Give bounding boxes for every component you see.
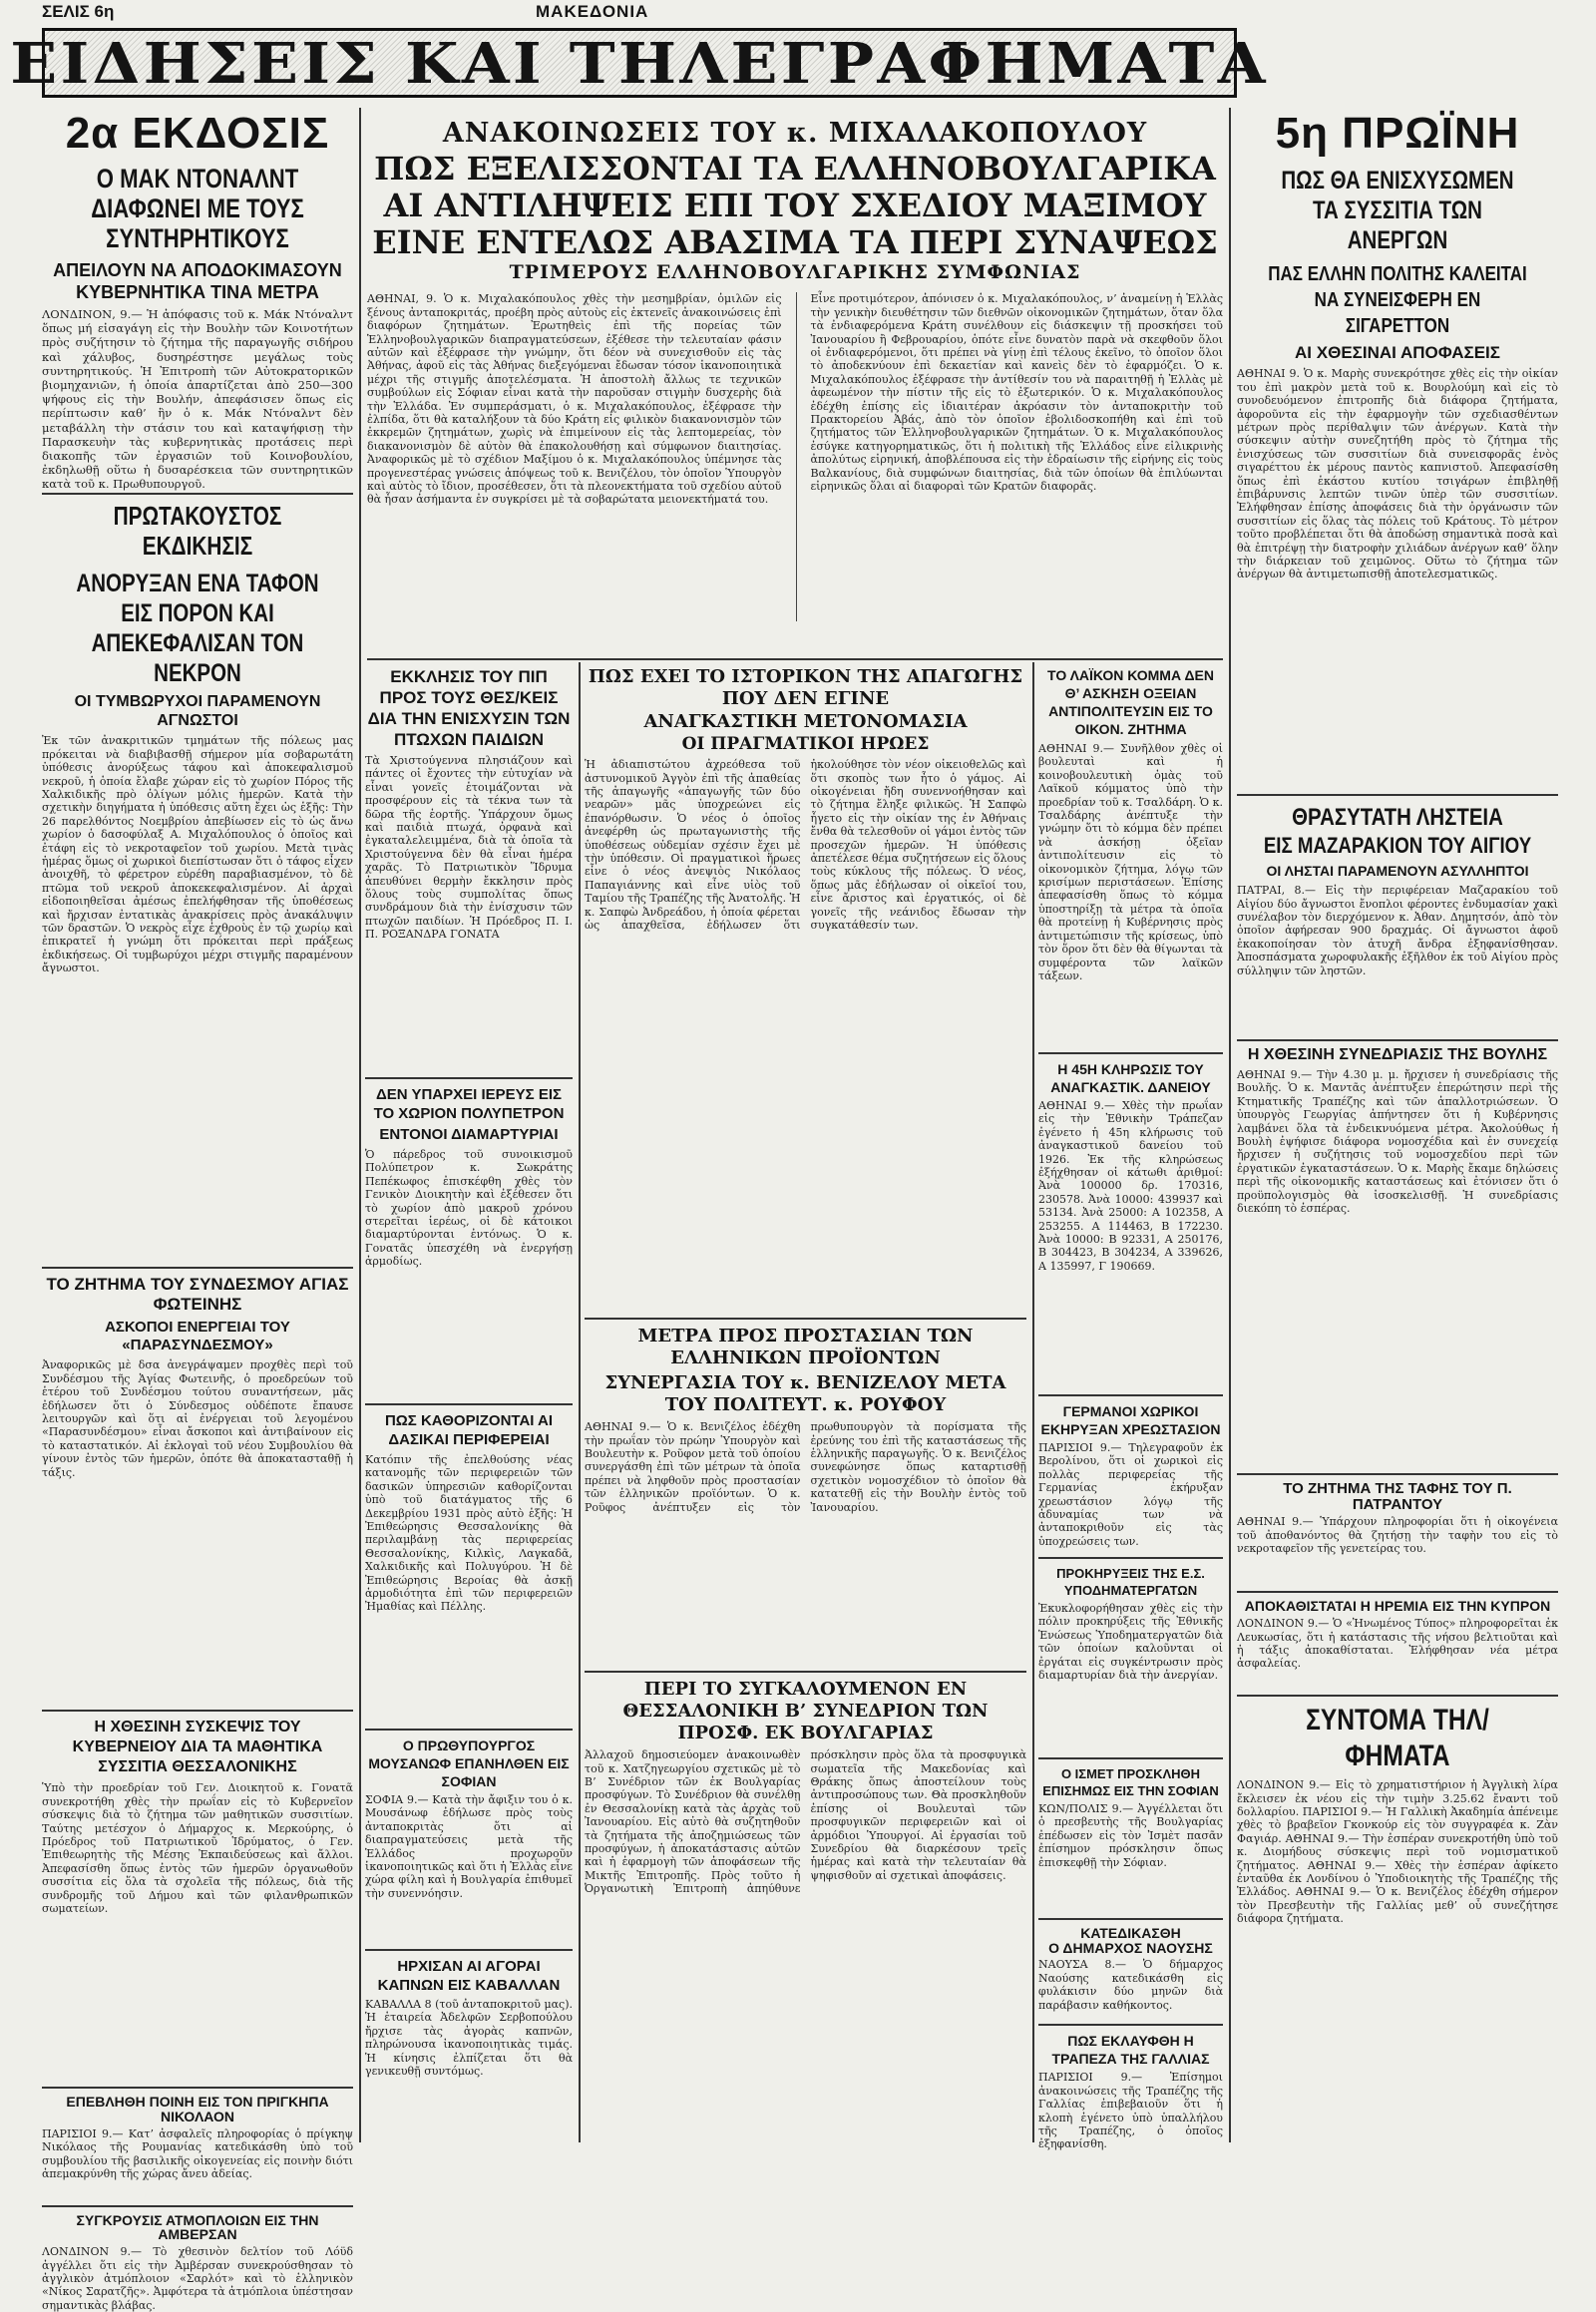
article-body: Ὑπὸ τὴν προεδρίαν τοῦ Γεν. Διοικητοῦ κ. Γονατᾶ συνεκροτήθη χθὲς τὴν πρωΐαν εἰς τὸ Κυβερνεῖον σύσκεψις διὰ τὸ ζήτημα τῶν μαθητικῶν συσσιτίων. Ταύτης μετέσχον ὁ Δήμαρχος κ. Μερκούρης, ὁ Πρόεδρος τοῦ Πατριωτικοῦ Ἱδρύματος, ὁ Γεν. Ἐπιθεωρητὴς τῆς Μέσης Ἐκπαιδεύσεως καὶ ἄλλοι. Ἀπεφασίσθη ὅπως ἐντὸς τῶν ἡμερῶν ὀργανωθοῦν συσσίτια εἰς ὅλα τὰ σχολεῖα τῆς πόλεως, διὰ τῆς συνδρομῆς τοῦ Δήμου καὶ τῶν φιλανθρωπικῶν σωματείων. xyxy=(42,1781,353,1916)
article-headline: ΤΟ ΖΗΤΗΜΑ ΤΗΣ ΤΑΦΗΣ ΤΟΥ Π. ΠΑΤΡΑΝΤΟΥ xyxy=(1283,1479,1512,1513)
article-kicker: ΚΑΤΕΔΙΚΑΣΘΗ xyxy=(1080,1925,1181,1941)
right-column xyxy=(1237,110,1558,2144)
article-body: ΑΘΗΝΑΙ 9. Ὁ κ. Μαρὴς συνεκρότησε χθὲς εἰς τὴν οἰκίαν του ἐπὶ μακρὸν μετὰ τοῦ κ. Βουρλούμη καὶ εἰς τὸ συνοδευόμενον ἐπιτροπῆς διὰ διάφορα ζητήματα, ἀφοροῦντα εἰς τὴν ἐφαρμογὴν τῶν σχεδιασθέντων μέτρων πρὸς περίθαλψιν τῶν ἀνέργων. Κατὰ τὴν σύσκεψιν αὐτὴν συνεζητήθη πρὸς τὸ ζήτημα τῆς ἐνισχύσεως τῶν συσσιτίων διὰ συνεισφορᾶς ἑνὸς σιγαρέττου ἐκ μέρους παντὸς καπνιστοῦ. Ἀπεφασίσθη ὅπως ἐπὶ ἑκάστου κυτίου τσιγάρων ἐπιβληθῇ ἐπιβάρυνσις λεπτῶν τινῶν ὑπὲρ τῶν συσσιτίων. Ἐλήφθησαν ἐπίσης ἀποφάσεις διὰ τὴν ὀργάνωσιν τῶν συσσιτίων εἰς ὅλας τὰς πόλεις τοῦ Κράτους. Τὸ μέτρον τοῦτο προβλέπεται ὅτι θὰ ἀποδώσῃ σημαντικὰ ποσὰ καὶ θὰ ἐπιτρέψῃ τὴν διατροφὴν χιλιάδων ἀνέργων καθ’ ὅλην τὴν διάρκειαν τοῦ χειμῶνος. Οὕτω τὸ ζήτημα τῶν ἀνέργων θὰ ἀντιμετωπισθῇ ἀποτελεσματικῶς. xyxy=(1237,367,1558,581)
article-kicker: ΜΕΤΡΑ ΠΡΟΣ ΠΡΟΣΤΑΣΙΑΝ ΤΩΝ ΕΛΛΗΝΙΚΩΝ ΠΡΟΪΟΝΤΩΝ xyxy=(637,1326,974,1369)
section-banner xyxy=(10,28,1269,98)
article-headline: ΕΙΣ ΜΑΖΑΡΑΚΙΟΝ ΤΟΥ ΑΙΓΙΟΥ xyxy=(1263,833,1532,859)
article-divider xyxy=(1038,1052,1223,1054)
article-headline: Ο ΜΑΚ ΝΤΟΝΑΛΝΤ ΔΙΑΦΩΝΕΙ ΜΕ ΤΟΥΣ ΣΥΝΤΗΡΗΤΙΚΟΥΣ xyxy=(91,164,304,253)
article-body: ΑΘΗΝΑΙ 9.— Ὑπάρχουν πληροφορίαι ὅτι ἡ οἰκογένεια τοῦ ἀποθανόντος θὰ ζητήσῃ τὴν ταφὴν του εἰς τὸ νεκροταφεῖον τῆς γενετείρας του. xyxy=(1237,1515,1558,1556)
page-header xyxy=(42,0,1239,26)
edition-label: 2α ΕΚΔΟΣΙΣ xyxy=(65,109,330,158)
article-divider xyxy=(1237,1039,1558,1041)
article-headline: Η ΧΘΕΣΙΝΗ ΣΥΝΕΔΡΙΑΣΙΣ ΤΗΣ ΒΟΥΛΗΣ xyxy=(1247,1046,1548,1064)
article-subheadline: ΑΣΚΟΠΟΙ ΕΝΕΡΓΕΙΑΙ ΤΟΥ «ΠΑΡΑΣΥΝΔΕΣΜΟΥ» xyxy=(105,1319,290,1354)
article-body: Ἡ ἀδιαπιστώτου ἀχρεόθεσα τοῦ ἀστυνομικοῦ Ἀγγὸν ἐπὶ τῆς ἀπαθείας τῆς ἀπαγωγῆς «ἀπαγωγῆς τῶν δύο νεαρῶν» μᾶς ὑποχρεώνει εἰς ἐπανόρθωσιν. Ὁ νέος ὁ ὁποῖος ἀνεφέρθη ὡς πρωταγωνιστὴς τῆς ὑποθέσεως οὐδεμίαν σχέσιν ἔχει μὲ τὴν ὑπόθεσιν. Οἱ πραγματικοὶ ἥρωες εἶνε ὁ νέος ἀνεψιὸς Νικόλαος Παπαγιάννης καὶ εἶνε υἱὸς τοῦ Ταμίου τῆς Τραπέζης τῆς Ἀνατολῆς. Ἡ κ. Σαπφὼ Ἀνδρεάδου, ἡ ὁποία φέρεται ὡς ἀπαχθεῖσα, ἐδήλωσεν ὅτι ἠκολούθησε τὸν νέον οἰκειοθελῶς καὶ ὅτι σκοπὸς των ἦτο ὁ γάμος. Αἱ οἰκογένειαι ἤδη συνεννοήθησαν καὶ τὸ ζήτημα ἔληξε φιλικῶς. Ἡ Σαπφὼ ἦγετο εἰς τὴν οἰκίαν της ἐν Ἀθήναις ἔνθα θὰ τελεσθοῦν οἱ γάμοι ἐντὸς τῶν προσεχῶν ἡμερῶν. Ἡ ὑπόθεσις ἀπετέλεσε θέμα συζητήσεων εἰς ὅλους τοὺς κύκλους τῆς πόλεως. Ὁ νέος, ὅπως μᾶς ἐδήλωσαν οἱ οἰκεῖοί του, εἶνε ἄριστος καὶ ἐργατικός, οἱ δὲ γονεῖς τῆς νεάνιδος ἔδωσαν τὴν συγκατάθεσίν των. xyxy=(585,758,1026,933)
article-body: ΑΘΗΝΑΙ 9.— Συνῆλθον χθὲς οἱ βουλευταὶ καὶ ἡ κοινοβουλευτικὴ ὁμὰς τοῦ Λαϊκοῦ κόμματος ὑπὸ τὴν προεδρίαν τοῦ κ. Τσαλδάρη. Ὁ κ. Τσαλδάρης ἀνέπτυξε τὴν γνώμην ὅτι τὸ κόμμα δὲν πρέπει νὰ ἀσκήσῃ ὀξεῖαν ἀντιπολίτευσιν εἰς τὸ οἰκονομικὸν ζήτημα, λόγῳ τῶν κρισίμων περιστάσεων. Ἐπίσης ἀπεφασίσθη ὅπως τὸ κόμμα ὑποστηρίξῃ τὰ μέτρα τὰ ὁποῖα θὰ προτείνῃ ἡ Κυβέρνησις πρὸς ἀντιμετώπισιν τῆς κρίσεως, ὑπὸ τὸν ὅρον ὅτι δὲν θὰ θίγωνται τὰ συμφέροντα τῶν λαϊκῶν τάξεων. xyxy=(1038,742,1223,982)
article-subheadline: ΑΠΕΙΛΟΥΝ ΝΑ ΑΠΟΔΟΚΙΜΑΣΟΥΝ ΚΥΒΕΡΝΗΤΙΚΑ ΤΙΝΑ ΜΕΤΡΑ xyxy=(53,260,342,302)
article-headline: Η 45Η ΚΛΗΡΩΣΙΣ ΤΟΥ ΑΝΑΓΚΑΣΤΙΚ. ΔΑΝΕΙΟΥ xyxy=(1050,1061,1211,1095)
column-divider xyxy=(579,662,581,2142)
article-kicker: ΠΡΩΤΑΚΟΥΣΤΟΣ ΕΚΔΙΚΗΣΙΣ xyxy=(113,501,282,561)
article-body: Ἀλλαχοῦ δημοσιεύομεν ἀνακοινωθὲν τοῦ κ. Χατζηγεωργίου σχετικῶς μὲ τὸ Β’ Συνέδριον τῶν ἐκ Βουλγαρίας προσφύγων. Τὸ Συνέδριον θὰ συνέλθῃ ἐν Θεσσαλονίκῃ κατὰ τὰς ἀρχὰς τοῦ Ἰανουαρίου. Εἰς αὐτὸ θὰ συζητηθοῦν τὰ ζητήματα τῆς ἀποζημιώσεως τῶν προσφύγων, ἡ ἀποκατάστασις αὐτῶν καὶ ἡ ἐφαρμογὴ τῶν ἀποφάσεων τῆς Μικτῆς Ἐπιτροπῆς. Πρὸς τοῦτο ἡ Ὀργανωτικὴ Ἐπιτροπὴ ἀπηύθυνε πρόσκλησιν πρὸς ὅλα τὰ προσφυγικὰ σωματεῖα τῆς Μακεδονίας καὶ Θράκης ὅπως ἀποστείλουν τοὺς ἀντιπροσώπους των. Θὰ προσκληθοῦν ἐπίσης οἱ Βουλευταὶ τῶν προσφυγικῶν περιφερειῶν καὶ οἱ ἀρμόδιοι Ὑπουργοί. Αἱ ἐργασίαι τοῦ Συνεδρίου θὰ διαρκέσουν τρεῖς ἡμέρας καὶ κατὰ τὴν τελευταίαν θὰ ψηφισθοῦν αἱ σχετικαὶ ἀποφάσεις. xyxy=(585,1748,1026,1896)
left-column xyxy=(42,109,353,2312)
article-divider xyxy=(365,1077,573,1079)
article-headline: ΑΠΟΚΑΘΙΣΤΑΤΑΙ Η ΗΡΕΜΙΑ ΕΙΣ ΤΗΝ ΚΥΠΡΟΝ xyxy=(1244,1598,1551,1615)
section-divider xyxy=(367,658,1223,660)
article-kicker: ΘΡΑΣΥΤΑΤΗ ΛΗΣΤΕΙΑ xyxy=(1292,804,1503,832)
article-headline: ΠΩΣ ΘΑ ΕΝΙΣΧΥΣΩΜΕΝ ΤΑ ΣΥΣΣΙΤΙΑ ΤΩΝ ΑΝΕΡΓΩΝ xyxy=(1281,167,1514,254)
article-headline: ΠΕΡΙ ΤΟ ΣΥΓΚΑΛΟΥΜΕΝΟΝ ΕΝ ΘΕΣΣΑΛΟΝΙΚΗ Β’ ΣΥΝΕΔΡΙΟΝ ΤΩΝ ΠΡΟΣΦ. ΕΚ ΒΟΥΛΓΑΡΙΑΣ xyxy=(622,1679,989,1744)
page-number: ΣΕΛΙΣ 6η xyxy=(42,2,115,21)
column-divider xyxy=(1229,108,1231,2142)
article-divider xyxy=(365,1403,573,1405)
article-body: ΠΑΡΙΣΙΟΙ 9.— Ἐπίσημοι ἀνακοινώσεις τῆς Τραπέζης τῆς Γαλλίας ἐπιβεβαιοῦν ὅτι ἡ κλοπὴ ἐγένετο ὑπὸ ὑπαλλήλου τῆς Τραπέζης, ὁ ὁποῖος ἐξηφανίσθη. xyxy=(1038,2071,1223,2151)
article-body: ΑΘΗΝΑΙ 9.— Ὁ κ. Βενιζέλος ἐδέχθη τὴν πρωΐαν τὸν πρώην Ὑπουργὸν καὶ Βουλευτὴν κ. Ροῦφον μετὰ τοῦ ὁποίου συνεργάσθη ἐπὶ τῶν μέτρων τὰ ὁποῖα πρέπει νὰ ληφθοῦν πρὸς προστασίαν τῶν ἑλληνικῶν προϊόντων. Ὁ κ. Ροῦφος ἀνέπτυξεν εἰς τὸν πρωθυπουργὸν τὰ πορίσματα τῆς ἐρεύνης του ἐπὶ τῆς καταστάσεως τῆς ἑλληνικῆς παραγωγῆς. Ὁ κ. Βενιζέλος συνεφώνησε ὅπως καταρτισθῇ σχετικὸν νομοσχέδιον τὸ ὁποῖον θὰ κατατεθῇ εἰς τὴν Βουλὴν ἐντὸς τοῦ Ἰανουαρίου. xyxy=(585,1420,1026,1514)
article-headline: ΑΝΑΓΚΑΣΤΙΚΗ ΜΕΤΟΝΟΜΑΣΙΑ xyxy=(643,711,968,732)
article-headline: ΕΚΚΛΗΣΙΣ ΤΟΥ ΠΙΠ ΠΡΟΣ ΤΟΥΣ ΘΕΣ/ΚΕΙΣ ΔΙΑ ΤΗΝ ΕΝΙΣΧΥΣΙΝ ΤΩΝ ΠΤΩΧΩΝ ΠΑΙΔΙΩΝ xyxy=(367,667,571,749)
lead-story xyxy=(367,118,1223,656)
section-banner-title: ΕΙΔΗΣΕΙΣ ΚΑΙ ΤΗΛΕΓΡΑΦΗΜΑΤΑ xyxy=(10,31,1269,97)
center-main-column xyxy=(585,666,1026,2142)
article-headline: ΣΥΓΚΡΟΥΣΙΣ ΑΤΜΟΠΛΟΙΩΝ ΕΙΣ ΤΗΝ ΑΜΒΕΡΣΑΝ xyxy=(76,2211,319,2243)
article-body: ΠΑΡΙΣΙΟΙ 9.— Τηλεγραφοῦν ἐκ Βερολίνου, ὅτι οἱ χωρικοὶ εἰς πολλὰς περιφερείας τῆς Γερμανίας ἐκήρυξαν χρεωστάσιον λόγῳ τῆς ἀδυναμίας των νὰ ἀνταποκριθοῦν εἰς τὰς ὑποχρεώσεις των. xyxy=(1038,1441,1223,1548)
article-divider xyxy=(1237,794,1558,796)
article-body: Ἐκυκλοφορήθησαν χθὲς εἰς τὴν πόλιν προκηρύξεις τῆς Ἐθνικῆς Ἑνώσεως Ὑποδηματεργατῶν διὰ τῶν ὁποίων καλοῦνται οἱ ἐργάται εἰς συγκέντρωσιν πρὸς διαμαρτυρίαν διὰ τὴν ἀνεργίαν. xyxy=(1038,1602,1223,1683)
article-body: ΚΑΒΑΛΛΑ 8 (τοῦ ἀνταποκριτοῦ μας). Ἡ ἑταιρεία Ἀδελφῶν Σερβοπούλου ἤρχισε τὰς ἀγορὰς καπνῶν, πληρώνουσα ἱκανοποιητικὰς τιμάς. Ἡ κίνησις ἐλπίζεται ὅτι θὰ γενικευθῇ συντόμως. xyxy=(365,1998,573,2079)
article-subheadline: ΟΙ ΤΥΜΒΩΡΥΧΟΙ ΠΑΡΑΜΕΝΟΥΝ ΑΓΝΩΣΤΟΙ xyxy=(74,693,321,730)
article-body: ΠΑΡΙΣΙΟΙ 9.— Κατ’ ἀσφαλεῖς πληροφορίας ὁ πρίγκηψ Νικόλαος τῆς Ρουμανίας κατεδικάσθη ὑπὸ τοῦ συμβουλίου τῆς βασιλικῆς οἰκογενείας εἰς ποινὴν διότι ἀπεμακρύνθη τῆς χώρας ἄνευ ἀδείας. xyxy=(42,2126,353,2180)
lead-headline-line-1: ΠΩΣ ΕΞΕΛΙΣΣΟΝΤΑΙ ΤΑ ΕΛΛΗΝΟΒΟΥΛΓΑΡΙΚΑ xyxy=(374,150,1216,189)
article-headline: ΠΩΣ ΚΑΘΟΡΙΖΟΝΤΑΙ ΑΙ ΔΑΣΙΚΑΙ ΠΕΡΙΦΕΡΕΙΑΙ xyxy=(384,1412,554,1448)
article-divider xyxy=(42,1710,353,1712)
article-headline: ΠΡΟΚΗΡΥΞΕΙΣ ΤΗΣ Ε.Σ. ΥΠΟΔΗΜΑΤΕΡΓΑΤΩΝ xyxy=(1056,1566,1205,1598)
article-headline: Ο ΔΗΜΑΡΧΟΣ ΝΑΟΥΣΗΣ xyxy=(1048,1939,1213,1956)
article-headline: Ο ΙΣΜΕΤ ΠΡΟΣΚΛΗΘΗ ΕΠΙΣΗΜΩΣ ΕΙΣ ΤΗΝ ΣΟΦΙΑΝ xyxy=(1042,1766,1219,1798)
lead-headline-line-3: ΕΙΝΕ ΕΝΤΕΛΩΣ ΑΒΑΣΙΜΑ ΤΑ ΠΕΡΙ ΣΥΝΑΨΕΩΣ xyxy=(372,222,1218,261)
article-body: ΑΘΗΝΑΙ 9.— Τὴν 4.30 μ. μ. ἤρχισεν ἡ συνεδρίασις τῆς Βουλῆς. Ὁ κ. Μαντᾶς ἀνέπτυξεν ἐπερώτησιν περὶ τῆς Κτηματικῆς Τραπέζης καὶ τῶν ἀπαλλοτριώσεων. Ὁ ὑπουργὸς Γεωργίας ἀπήντησεν ὅτι ἡ Κυβέρνησις λαμβάνει ὅλα τὰ ἐνδεικνυόμενα μέτρα. Ἀκολούθως ἡ Βουλὴ ἐψήφισε διάφορα νομοσχέδια καὶ ἐν συνεχείᾳ ἤρχισεν ἡ συζήτησις τοῦ νομοσχεδίου περὶ τῶν ἐργατικῶν ἐγκαταστάσεων. Ὁ κ. Μαρὴς ἔκαμε δηλώσεις περὶ τῆς οἰκονομικῆς καταστάσεως καὶ ἐτόνισεν ὅτι ὁ προϋπολογισμὸς θὰ ἰσοσκελισθῇ. Ἡ συνεδρίασις διεκόπη τὸ ἑσπέρας. xyxy=(1237,1067,1558,1216)
article-headline: ΓΕΡΜΑΝΟΙ ΧΩΡΙΚΟΙ ΕΚΗΡΥΞΑΝ ΧΡΕΩΣΤΑΣΙΟΝ xyxy=(1040,1403,1221,1437)
article-divider xyxy=(42,2205,353,2207)
article-divider xyxy=(42,1267,353,1269)
lead-body-column-1: ΑΘΗΝΑΙ, 9. Ὁ κ. Μιχαλακόπουλος χθὲς τὴν μεσημβρίαν, ὁμιλῶν εἰς ξένους ἀνταποκριτάς, προέβη πρὸς αὐτοὺς εἰς ἐκτενεῖς ἀνακοινώσεις ἐπὶ διαφόρων ζητημάτων. Ἐρωτηθεὶς ἐπὶ τῆς πορείας τῶν Ἑλληνοβουλγαρικῶν διαπραγματεύσεων, ἐξέθεσε τὴν τελευταίαν φάσιν αὐτῶν καὶ ἐξέφρασε τὴν γνώμην, ὅτι δέον νὰ συνεχισθοῦν εἰς τὰς Ἀθήνας, ἀφοῦ εἰς τὰς Ἀθήνας διεξεγόμεναι ἔδωσαν τόσον ἱκανοποιητικὰ μέχρι τῆς στιγμῆς ἀποτελέσματα. Ἡ ἀποστολὴ ἄλλως τε τεχνικῶν συμβούλων εἰς Σόφιαν εἶναι κατὰ τὴν παροῦσαν στιγμὴν δυσχερὴς διὰ τὴν Ἑλλάδα. Ἐν συμπεράσματι, ὁ κ. Μιχαλακόπουλος, ἐξέφρασε τὴν ἐλπίδα, ὅτι θὰ καταλήξουν τὰ δύο Κράτη εἰς φιλικὸν διακανονισμὸν τῶν ἐκκρεμῶν ζητημάτων, χωρὶς νὰ ἐπιμείνουν εἰς τὰς λεπτομερείας, τὸν διακανονισμὸν δὲ αὐτὸν θὰ ἐπακολουθήσῃ καὶ σύμφωνον διαιτησίας. Ἀναφορικῶς μὲ τὸ σχέδιον Μαξίμου ὁ κ. Μιχαλακόπουλος ὑπέμνησε τὰς προγενεστέρας γνώσεις ἀπόψεως τοῦ κ. Βενιζέλου, τὸν ὁποῖον Ὑπουργὸν καὶ αὐτὸς τὸ ἴδιον, προσέθεσεν, ὅτι τὰ πλεονεκτήματα τοῦ σχεδίου αὐτοῦ θὰ ἦσαν ἀσήμαντα ἐν συγκρίσει μὲ τὰ σοβαρώτατα μειονεκτήματά του. xyxy=(367,292,782,507)
article-headline: ΤΟ ΛΑΪΚΟΝ ΚΟΜΜΑ ΔΕΝ Θ’ ΑΣΚΗΣΗ ΟΞΕΙΑΝ ΑΝΤΙΠΟΛΙΤΕΥΣΙΝ ΕΙΣ ΤΟ ΟΙΚΟΝ. ΖΗΤΗΜΑ xyxy=(1047,667,1214,737)
article-headline: Η ΧΘΕΣΙΝΗ ΣΥΣΚΕΨΙΣ ΤΟΥ ΚΥΒΕΡΝΕΙΟΥ ΔΙΑ ΤΑ ΜΑΘΗΤΙΚΑ ΣΥΣΣΙΤΙΑ ΘΕΣΣΑΛΟΝΙΚΗΣ xyxy=(72,1719,323,1776)
article-body: Τὰ Χριστούγεννα πλησιάζουν καὶ πάντες οἱ ἔχοντες τὴν εὐτυχίαν νὰ εἶναι γονεῖς ἑτοιμάζονται νὰ προσφέρουν εἰς τὰ τέκνα των τὰ δῶρα τῆς ἑορτῆς. Ὑπάρχουν ὅμως καὶ παιδιὰ πτωχά, ὀρφανὰ καὶ ἐγκαταλελειμμένα, διὰ τὰ ὁποῖα τὰ Χριστούγεννα δὲν θὰ εἶναι ἡμέρα χαρᾶς. Τὸ Πατριωτικὸν Ἵδρυμα ἀπευθύνει θερμὴν ἔκκλησιν πρὸς ὅλους τοὺς συμπολίτας ὅπως συνδράμουν διὰ τὴν ἐνίσχυσιν τῶν πτωχῶν παιδίων. Ἡ Πρόεδρος Π. Ι. Π. ΡΟΞΑΝΔΡΑ ΓΟΝΑΤΑ xyxy=(365,754,573,942)
article-body: ΑΘΗΝΑΙ 9.— Χθὲς τὴν πρωΐαν εἰς τὴν Ἐθνικὴν Τράπεζαν ἐγένετο ἡ 45η κλήρωσις τοῦ ἀναγκαστικοῦ δανείου τοῦ 1926. Ἐκ τῆς κληρώσεως ἐξήχθησαν οἱ κάτωθι ἀριθμοί: Ἀνὰ 100000 δρ. 170316, 230578. Ἀνὰ 10000: 439937 καὶ 53134. Ἀνὰ 25000: Α 102358, Α 253255. Α 114463, Β 172230. Ἀνὰ 10000: Β 92331, Α 250176, Β 304423, Β 304234, Α 339626, Α 135997, Γ 190669. xyxy=(1038,1099,1223,1273)
article-body: Ὁ πάρεδρος τοῦ συνοικισμοῦ Πολύπετρον κ. Σωκράτης Πεπέκωφος ἐπισκέφθη χθὲς τὸν Γενικὸν Διοικητὴν καὶ ἐξέθεσεν ὅτι τὸ χωρίον ἀπὸ μακροῦ χρόνου στερεῖται ἱερέως, οἱ δὲ κάτοικοι διαμαρτύρονται ἐντόνως. Ὁ κ. Γονατᾶς ὑπεσχέθη νὰ ἐνεργήσῃ ἀρμοδίως. xyxy=(365,1148,573,1269)
center-narrow-column xyxy=(365,666,573,2142)
article-divider xyxy=(1038,1757,1223,1759)
article-body: ΝΑΟΥΣΑ 8.— Ὁ δήμαρχος Ναούσης κατεδικάσθη εἰς φυλάκισιν δύο μηνῶν διὰ παράβασιν καθήκοντος. xyxy=(1038,1958,1223,2012)
article-divider xyxy=(585,1318,1026,1320)
article-divider xyxy=(42,493,353,495)
article-divider xyxy=(1237,1695,1558,1697)
article-divider xyxy=(1237,1473,1558,1475)
column-divider xyxy=(1032,662,1034,2142)
article-headline: ΕΠΕΒΛΗΘΗ ΠΟΙΝΗ ΕΙΣ ΤΟΝ ΠΡΙΓΚΗΠΑ ΝΙΚΟΛΑΟΝ xyxy=(66,2094,329,2125)
lead-body-column-2: Εἶνε προτιμότερον, ἀπόνισεν ὁ κ. Μιχαλακόπουλος, ν’ ἀναμείνῃ ἡ Ἑλλὰς τὴν γενικὴν διευθέτησιν τῶν διεθνῶν οἰκονομικῶν ζητημάτων, ὅταν ὅλα τὰ ἐνδιαφερόμενα Κράτη συνέλθουν εἰς διάσκεψιν τῇ προσκήσει τοῦ Ἰανουαρίου ἢ Φεβρουαρίου, ὁπότε εἶνε δυνατὸν παρὰ νὰ σκεφθοῦν ὅλοι οἱ ἐνδιαφερόμενοι, ὅτι πρέπει νὰ γίνῃ ἐπὶ τέλους ἐκεῖνο, τὸ ὁποῖον ὅλοι τὸ ἀποδεκνύουν ἐπὶ δεκαετίαν καὶ κανεὶς δὲν τὸ ἐφαρμόζει. Ὁ κ. Μιχαλακόπουλος ἐξέφρασε τὴν ἀντίθεσίν του νὰ παραιτηθῇ ἡ Ἑλλὰς μὲ ἀφεωμένον τὴν πίστιν τῆς εἰς τὸ ἐξωτερικόν. Ὁ κ. Μιχαλακόπουλος ἐδέχθη ἐπίσης εἰς ἰδιαιτέραν ἀκρόασιν τὸν ἀνταποκριτὴν τοῦ Πρακτορείου Ἀβάς, ἀπὸ τὸν ὁποῖον ἐβολιδοσκοπήθη καὶ ἐπὶ τοῦ ζητήματος τῶν Ἑλληνοβουλγαρικῶν ζητημάτων. Ὁ κ. Μιχαλακόπουλος ἐσύγκε κατηγορηματικῶς, ὅτι ἡ πολιτικὴ τῆς Ἑλλάδος εἶνε εἰλικρινὴς ἀπολύτως εἰρηνική, ἀποβλέπουσα εἰς τὴν ἐδραίωσιν τῆς εἰρήνης εἰς τοὺς Βαλκανίους, διὰ συμφώνων διαιτησίας, διὰ τῶν ὁποίων θὰ ἐπιλύωνται εἰρηνικῶς ὅλαι αἱ διαφοραὶ τῶν Κρατῶν διαφορᾶς. xyxy=(810,292,1223,493)
article-headline: ΣΥΝΕΡΓΑΣΙΑ ΤΟΥ κ. ΒΕΝΙΖΕΛΟΥ ΜΕΤΑ ΤΟΥ ΠΟΛΙΤΕΥΤ. κ. ΡΟΥΦΟΥ xyxy=(604,1372,1006,1416)
article-body: Ἀναφορικῶς μὲ δσα ἀνεγράψαμεν προχθὲς περὶ τοῦ Συνδέσμου τῆς Ἁγίας Φωτεινῆς, ὁ προεδρεύων τοῦ ἑτέρου τοῦ Συνδέσμου τούτου συναντήσεων, μᾶς ἐδήλωσεν ὅτι ὁ Σύνδεσμος οὐδέποτε ἔπαυσε λειτουργῶν καὶ ὅτι αἱ ἐνέργειαι τοῦ λεγομένου «Παρασυνδέσμου» εἶναι ἄσκοποι καὶ ἀντιβαίνουν εἰς τὸ καταστατικόν. Αἱ ἐκλογαὶ τοῦ νέου Συμβουλίου θὰ γίνουν ἐντὸς τῶν ἡμερῶν, ὁπότε θὰ ἀποκατασταθῇ ἡ τάξις. xyxy=(42,1358,353,1479)
article-headline: ΠΩΣ ΕΚΛΑΥΦΘΗ Η ΤΡΑΠΕΖΑ ΤΗΣ ΓΑΛΛΙΑΣ xyxy=(1051,2033,1210,2068)
article-body: ΛΟΝΔΙΝΟΝ 9.— Τὸ χθεσινὸν δελτίον τοῦ Λόϋδ ἀγγέλλει ὅτι εἰς τὴν Ἀμβέρσαν συνεκρούσθησαν τὸ ἀγγλικὸν ἀτμόπλοιον «Σαρλότ» καὶ τὸ ἑλληνικὸν «Νίκος Σαρατζῆς». Ἀμφότερα τὰ ἀτμόπλοια ὑπέστησαν σημαντικὰς βλάβας. xyxy=(42,2245,353,2312)
article-subheadline: ΠΑΣ ΕΛΛΗΝ ΠΟΛΙΤΗΣ ΚΑΛΕΙΤΑΙ ΝΑ ΣΥΝΕΙΣΦΕΡΗ ΕΝ ΣΙΓΑΡΕΤΤΟΝ xyxy=(1268,263,1527,337)
column-divider xyxy=(796,292,797,621)
article-headline: ΑΝΟΡΥΞΑΝ ΕΝΑ ΤΑΦΟΝ ΕΙΣ ΠΟΡΟΝ ΚΑΙ ΑΠΕΚΕΦΑΛΙΣΑΝ ΤΟΝ ΝΕΚΡΟΝ xyxy=(76,570,319,687)
article-divider xyxy=(1038,1394,1223,1396)
article-divider xyxy=(585,1671,1026,1673)
lead-headline-line-4: ΤΡΙΜΕΡΟΥΣ ΕΛΛΗΝΟΒΟΥΛΓΑΡΙΚΗΣ ΣΥΜΦΩΝΙΑΣ xyxy=(509,261,1081,284)
lead-headline-line-2: ΑΙ ΑΝΤΙΛΗΨΕΙΣ ΕΠΙ ΤΟΥ ΣΧΕΔΙΟΥ ΜΑΞΙΜΟΥ xyxy=(383,186,1207,224)
article-divider xyxy=(365,1949,573,1951)
article-subheadline: ΕΝΤΟΝΟΙ ΔΙΑΜΑΡΤΥΡΙΑΙ xyxy=(379,1126,559,1143)
article-headline: ΤΟ ΖΗΤΗΜΑ ΤΟΥ ΣΥΝΔΕΣΜΟΥ ΑΓΙΑΣ ΦΩΤΕΙΝΗΣ xyxy=(46,1275,349,1315)
article-body: Ἐκ τῶν ἀνακριτικῶν τμημάτων τῆς πόλεως μας πρόκειται νὰ διαβιβασθῇ σήμερον μία σοβαρωτάτη ὑπόθεσις ἀνορύξεως τάφου καὶ ἀποκεφαλισμοῦ νεκροῦ, ἡ ὁποία ἔλαβε χώραν εἰς τὸ χωρίον Πόρος τῆς Χαλκιδικῆς πρὸ ὀλίγων μόλις ἡμερῶν. Κατὰ τὴν σχετικὴν διηγήματα ἡ ὑπόθεσις αὕτη ἔχει ὡς ἑξῆς: Τὴν 26 παρελθόντος Νοεμβρίου ἀπεβίωσεν εἰς τὸ ὡς ἄνω χωρίον ὁ δασοφύλαξ Α. Μιχαλόπουλος ὁ ὁποῖος καὶ ἐτάφη εἰς τὸ νεκροταφεῖον τοῦ χωρίου. Μετὰ τινὰς ἡμέρας ὅμως οἱ χωρικοὶ διεπίστωσαν ὅτι ὁ τάφος εἶχεν ἀνοιχθῆ, τὸ φέρετρον εὑρέθη παραβιασμένον, τὸ δὲ πτῶμα τοῦ νεκροῦ ἀποκεκεφαλισμένον. Αἱ ἀρχαὶ εἰδοποιηθεῖσαι ἀμέσως ἐπελήφθησαν τῆς ὑποθέσεως καὶ ἤρχισαν ἐντατικὰς ἀνακρίσεις πρὸς ἀνακάλυψιν τῶν δραστῶν. Ὁ νεκρὸς εἶχε ἐχθροὺς ἐν τῷ χωρίῳ καὶ ἐπικρατεῖ ἡ γνώμη ὅτι πρόκειται περὶ πράξεως ἐκδικήσεως. Οἱ τυμβωρύχοι μέχρι στιγμῆς παραμένουν ἄγνωστοι. xyxy=(42,734,353,975)
article-subheadline: ΟΙ ΠΡΑΓΜΑΤΙΚΟΙ ΗΡΩΕΣ xyxy=(681,733,930,754)
column-divider xyxy=(359,108,361,2142)
article-divider xyxy=(1038,2024,1223,2026)
article-divider xyxy=(1237,1591,1558,1593)
article-body: ΣΟΦΙΑ 9.— Κατὰ τὴν ἄφιξιν του ὁ κ. Μουσάνωφ ἐδήλωσε πρὸς τοὺς ἀνταποκριτὰς ὅτι αἱ διαπραγματεύσεις μετὰ τῆς Ἑλλάδος προχωροῦν ἱκανοποιητικῶς καὶ ὅτι ἡ Ἑλλὰς εἶνε χώρα φίλη καὶ ἡ Βουλγαρία ἐπιθυμεῖ τὴν συνεννόησιν. xyxy=(365,1793,573,1900)
article-body: ΛΟΝΔΙΝΟΝ 9.— Ὁ «Ἠνωμένος Τύπος» πληροφορεῖται ἐκ Λευκωσίας, ὅτι ἡ κατάστασις τῆς νήσου βελτιοῦται καὶ ἡ τάξις ἀποκαθίσταται. Ἐλήφθησαν νέα μέτρα ἀσφαλείας. xyxy=(1237,1617,1558,1671)
article-divider xyxy=(42,2087,353,2089)
article-body: Κατόπιν τῆς ἐπελθούσης νέας κατανομῆς τῶν περιφερειῶν τῶν δασικῶν ὑπηρεσιῶν καθορίζονται ὑπὸ τοῦ διατάγματος τῆς 6 Δεκεμβρίου 1931 πρὸς αὐτὸ ἑξῆς: Ἡ Ἐπιθεώρησις Θεσσαλονίκης θὰ περιλαμβάνῃ τὰς περιφερείας Θεσσαλονίκης, Κιλκὶς, Λαγκαδᾶ, Χαλκιδικῆς καὶ Πολυγύρου. Ἡ δὲ Ἐπιθεώρησις Βεροίας θὰ ἀσκῇ ἁρμοδιότητα ἐπὶ τῶν περιφερειῶν Ἠμαθίας καὶ Πέλλης. xyxy=(365,1453,573,1614)
article-kicker: ΠΩΣ ΕΧΕΙ ΤΟ ΙΣΤΟΡΙΚΟΝ ΤΗΣ ΑΠΑΓΩΓΗΣ ΠΟΥ ΔΕΝ ΕΓΙΝΕ xyxy=(588,666,1023,709)
article-divider xyxy=(1038,1557,1223,1559)
article-divider xyxy=(1038,1918,1223,1920)
article-body: ΚΩΝ/ΠΟΛΙΣ 9.— Ἀγγέλλεται ὅτι ὁ πρεσβευτὴς τῆς Βουλγαρίας ἐπέδωσεν εἰς τὸν Ἰσμὲτ πασᾶν ἐπίσημον πρόσκλησιν ὅπως ἐπισκεφθῇ τὴν Σόφιαν. xyxy=(1038,1802,1223,1869)
edition-label: 5η ΠΡΩΪΝΗ xyxy=(1275,109,1520,158)
article-headline: ΗΡΧΙΣΑΝ ΑΙ ΑΓΟΡΑΙ ΚΑΠΝΩΝ ΕΙΣ ΚΑΒΑΛΛΑΝ xyxy=(377,1958,561,1994)
center-right-column xyxy=(1038,666,1223,2151)
newspaper-name: ΜΑΚΕΔΟΝΙΑ xyxy=(536,2,649,21)
article-headline: ΣΥΝΤΟΜΑ ΤΗΛ/ΦΗΜΑΤΑ xyxy=(1306,1704,1489,1773)
article-body: ΛΟΝΔΙΝΟΝ 9.— Εἰς τὸ χρηματιστήριον ἡ Ἀγγλικὴ λίρα ἔκλεισεν ἐκ νέου εἰς τὴν τιμὴν 3.25.62 ἔναντι τοῦ δολλαρίου. ΠΑΡΙΣΙΟΙ 9.— Ἡ Γαλλικὴ Ἀκαδημία ἀπένειμε χθὲς τὸ βραβεῖον Γκονκούρ εἰς τὸν συγγραφέα κ. Ζὰν Φαγιάρ. ΑΘΗΝΑΙ 9.— Τὴν ἑσπέραν συνεκροτήθη ὑπὸ τοῦ κ. Διομήδους σύσκεψις περὶ τοῦ νομισματικοῦ ζητήματος. ΑΘΗΝΑΙ 9.— Χθὲς τὴν ἑσπέραν ἀφίκετο ἐνταῦθα ἐκ Λονδίνου ὁ Ὑποδιοικητὴς τῆς Τραπέζης τῆς Ἑλλάδος. ΑΘΗΝΑΙ 9.— Ὁ κ. Βενιζέλος ἐδέχθη σήμερον τὸν Πρεσβευτὴν τῆς Γαλλίας μεθ’ οὗ συνεζήτησε διάφορα ζητήματα. xyxy=(1237,1778,1558,1926)
article-body: ΛΟΝΔΙΝΟΝ, 9.— Ἡ ἀπόφασις τοῦ κ. Μάκ Ντόναλντ ὅπως μή εἰσαγάγη εἰς τὴν Βουλὴν τῶν Κοινοτήτων πρὸς συζήτησιν τὸ ζήτημα τῆς παραγωγῆς σιδήρου καὶ χάλυβος, δυσηρέστησε μεγάλως τοὺς συντηρητικούς. Ἡ Ἐπιτροπὴ τῶν Αὐτοκρατορικῶν βιομηχανιῶν, ἡ ὁποία ἀπαρτίζεται ἀπὸ 250—300 ψήφους εἰς τὴν Βουλήν, ἀπεφάσισεν ὅπως εἰς περίπτωσιν καθ’ ἣν ὁ κ. Μάκ Ντόναλντ δὲν μεταβάλλη τὴν στάσιν του καὶ καταψήφισῃ τὴν Παρασκευὴν τὰς κυβερνητικὰς προτάσεις περὶ διακοπῆς τῶν ἐργασιῶν τοῦ Κοινοβουλίου, ἐκδηλωθῇ οὕτω ἡ δυσαρέσκεια τῶν συντηρητικῶν κατὰ τοῦ κ. Πρωθυπουργοῦ. xyxy=(42,307,353,492)
article-kicker: ΑΙ ΧΘΕΣΙΝΑΙ ΑΠΟΦΑΣΕΙΣ xyxy=(1295,343,1500,362)
lead-kicker: ΑΝΑΚΟΙΝΩΣΕΙΣ ΤΟΥ κ. ΜΙΧΑΛΑΚΟΠΟΥΛΟΥ xyxy=(442,118,1148,149)
article-body: ΠΑΤΡΑΙ, 8.— Εἰς τὴν περιφέρειαν Μαζαρακίου τοῦ Αἰγίου δύο ἄγνωστοι ἔνοπλοι φέροντες ἐνδυμασίαν χακὶ συνέλαβον τὸν διερχόμενον κ. Ἀθαν. Δημητσόν, ἀπὸ τὸν ὁποῖον ἀφήρεσαν 900 δραχμάς. Οἱ ἄγνωστοι ἀφοῦ ἐκακοποίησαν τὸν ἀτυχῆ ἄνδρα ἐξηφανίσθησαν. Ἀποσπάσματα χωροφυλακῆς ἐξῆλθον ἐκ τοῦ Αἰγίου πρὸς σύλληψιν τῶν ληστῶν. xyxy=(1237,884,1558,977)
article-divider xyxy=(365,1729,573,1731)
article-headline: Ο ΠΡΩΘΥΠΟΥΡΓΟΣ ΜΟΥΣΑΝΩΦ ΕΠΑΝΗΛΘΕΝ ΕΙΣ ΣΟΦΙΑΝ xyxy=(368,1737,570,1789)
article-subheadline: ΟΙ ΛΗΣΤΑΙ ΠΑΡΑΜΕΝΟΥΝ ΑΣΥΛΛΗΠΤΟΙ xyxy=(1266,863,1529,880)
article-headline: ΔΕΝ ΥΠΑΡΧΕΙ ΙΕΡΕΥΣ ΕΙΣ ΤΟ ΧΩΡΙΟΝ ΠΟΛΥΠΕΤΡΟΝ xyxy=(373,1086,565,1122)
